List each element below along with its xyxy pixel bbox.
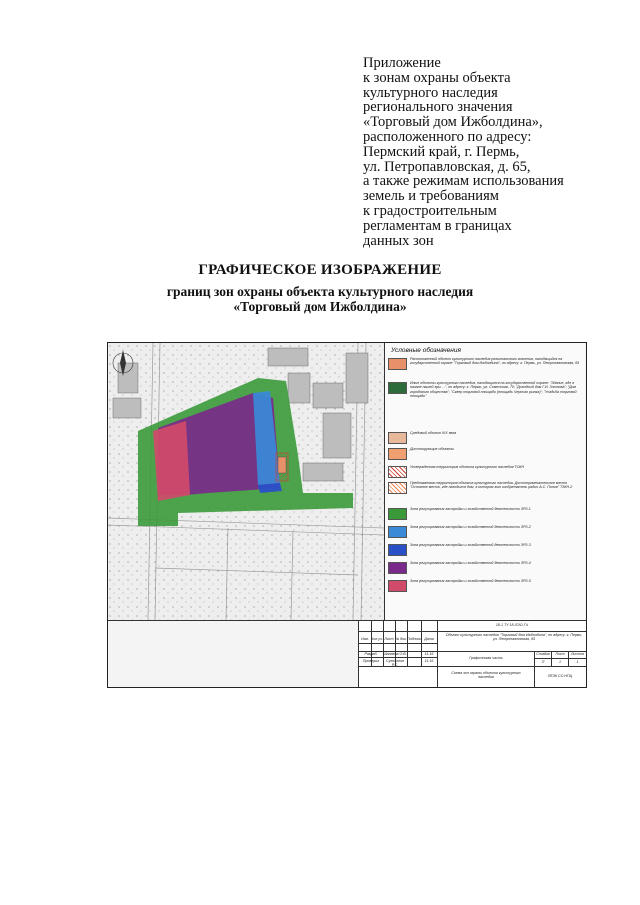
legend-swatch xyxy=(388,482,407,494)
legend-swatch xyxy=(388,508,407,520)
stamp-date: 11.16 xyxy=(424,652,434,656)
legend-text: Зона регулирования застройки и хозяйственной деятельности ЗРЗ-5 xyxy=(410,579,531,583)
legend-title: Условные обозначения xyxy=(391,347,461,354)
appendix-line: к зонам охраны объекта xyxy=(363,69,511,86)
legend-swatch xyxy=(388,358,407,370)
stamp-code: 18-1 ТУ 18-ЛЭО-ГЧ xyxy=(495,623,529,627)
appendix-line: Приложение xyxy=(363,55,441,71)
legend-item xyxy=(388,561,582,575)
legend-item xyxy=(388,543,582,557)
object-building xyxy=(278,457,286,473)
stamp-col: Изм. xyxy=(361,637,369,641)
stamp-part: Графическая часть xyxy=(469,656,503,660)
legend-text: Предлагаемая территория объекта культурного наследия. Достопримечательное место "Основное место, где находился дом, в котором жил изобретатель радио А.С. Попов" ТЗКН-2 xyxy=(410,481,573,490)
appendix-line: регионального значения xyxy=(363,99,513,116)
legend-text: Зона регулирования застройки и хозяйственной деятельности ЗРЗ-3 xyxy=(410,543,531,547)
legend-item xyxy=(388,579,582,593)
stamp-person: Суходолов Р.С. xyxy=(386,659,404,668)
map-legend xyxy=(384,343,585,620)
appendix-line: земель и требованиям xyxy=(363,188,499,205)
stamp-role: Проверил xyxy=(362,659,380,663)
stamp-sheet-label: Лист xyxy=(555,652,565,656)
appendix-line: к градостроительным xyxy=(363,202,497,219)
legend-text: Средовый объект XIX века xyxy=(410,431,457,435)
legend-swatch xyxy=(388,526,407,538)
legend-text: Зона регулирования застройки и хозяйственной деятельности ЗРЗ-4 xyxy=(410,561,531,565)
appendix-line: данных зон xyxy=(363,232,434,249)
page-title: ГРАФИЧЕСКОЕ ИЗОБРАЖЕНИЕ xyxy=(198,262,442,278)
stamp-col: Подпись xyxy=(407,637,422,641)
legend-text: Иные объекты культурного наследия, находящиеся на государственной охране: "Здание, где в начале нашей эры ...", по адресу: г. Пермь, ул. Советская, 70; "Доходный дом Г.И. Злотова"; "Дом городского общества"; "Сквер торговой площади (площадь Черного рынка)"; "Усадьба торговой площади" xyxy=(410,381,577,398)
legend-swatch xyxy=(388,562,407,574)
legend-text: Диссонирующие объекты xyxy=(410,447,455,451)
stamp-person: Шалаева О.В. xyxy=(383,652,407,656)
stamp-sheets-label: Листов xyxy=(570,652,585,656)
legend-swatch xyxy=(388,466,407,478)
legend-item xyxy=(388,525,582,539)
legend-item xyxy=(388,465,582,479)
appendix-line: а также режимам использования xyxy=(363,173,564,190)
subtitle-line-2: «Торговый дом Ижболдина» xyxy=(233,299,407,314)
stamp-org: ПЕЗК СО НПЦ xyxy=(547,674,573,678)
stamp-col: Лист xyxy=(384,637,394,641)
stamp-stage: П xyxy=(541,660,545,664)
page-subtitle xyxy=(0,284,640,314)
legend-item xyxy=(388,447,582,461)
stamp-sheets: 1 xyxy=(576,660,579,664)
stamp-role: Разраб. xyxy=(364,652,378,656)
stamp-scheme: Схема зон охраны объекта культурного наследия xyxy=(451,671,521,680)
zone-map xyxy=(108,343,384,620)
title-block xyxy=(358,620,586,687)
stamp-col: Дата xyxy=(424,637,434,641)
legend-text: Утвержденная территория объекта культурного наследия ТОКН xyxy=(410,465,525,469)
legend-swatch xyxy=(388,432,407,444)
legend-item xyxy=(388,431,582,445)
appendix-line: ул. Петропавловская, д. 65, xyxy=(363,158,531,175)
stamp-col: № док. xyxy=(395,637,407,641)
appendix-line: Пермский край, г. Пермь, xyxy=(363,143,520,160)
stamp-date: 11.16 xyxy=(424,659,434,663)
stamp-sheet: 1 xyxy=(559,660,561,664)
legend-swatch xyxy=(388,448,407,460)
appendix-line: культурного наследия xyxy=(363,84,498,101)
legend-item xyxy=(388,357,582,381)
legend-swatch xyxy=(388,382,407,394)
legend-text: Зона регулирования застройки и хозяйственной деятельности ЗРЗ-1 xyxy=(410,507,531,511)
appendix-line: «Торговый дом Ижболдина», xyxy=(363,114,543,131)
appendix-caption xyxy=(363,56,603,248)
drawing-sheet xyxy=(107,342,587,688)
legend-item xyxy=(388,507,582,521)
legend-swatch xyxy=(388,580,407,592)
legend-text: Расположенный объект культурного наследия регионального значения, находящийся на государственной охране "Торговый дом Ижболдина", по адресу: г. Пермь, ул. Петропавловская, 65 xyxy=(410,357,580,366)
legend-swatch xyxy=(388,544,407,556)
stamp-stage-label: Стадия xyxy=(536,652,550,656)
appendix-line: расположенного по адресу: xyxy=(363,128,532,145)
subtitle-line-1: границ зон охраны объекта культурного наследия xyxy=(166,284,474,299)
legend-item xyxy=(388,481,582,503)
legend-item xyxy=(388,381,582,425)
zone-zrz-5 xyxy=(153,421,190,501)
map-svg xyxy=(108,343,384,620)
legend-text: Зона регулирования застройки и хозяйственной деятельности ЗРЗ-2 xyxy=(410,525,531,529)
stamp-col: Кол.уч. xyxy=(371,637,383,641)
stamp-object: Объект культурного наследия "Торговый дом Ижболдина", по адресу: г. Пермь, ул. Петропавловская, 65 xyxy=(445,633,583,642)
appendix-line: регламентам в границах xyxy=(363,217,512,234)
